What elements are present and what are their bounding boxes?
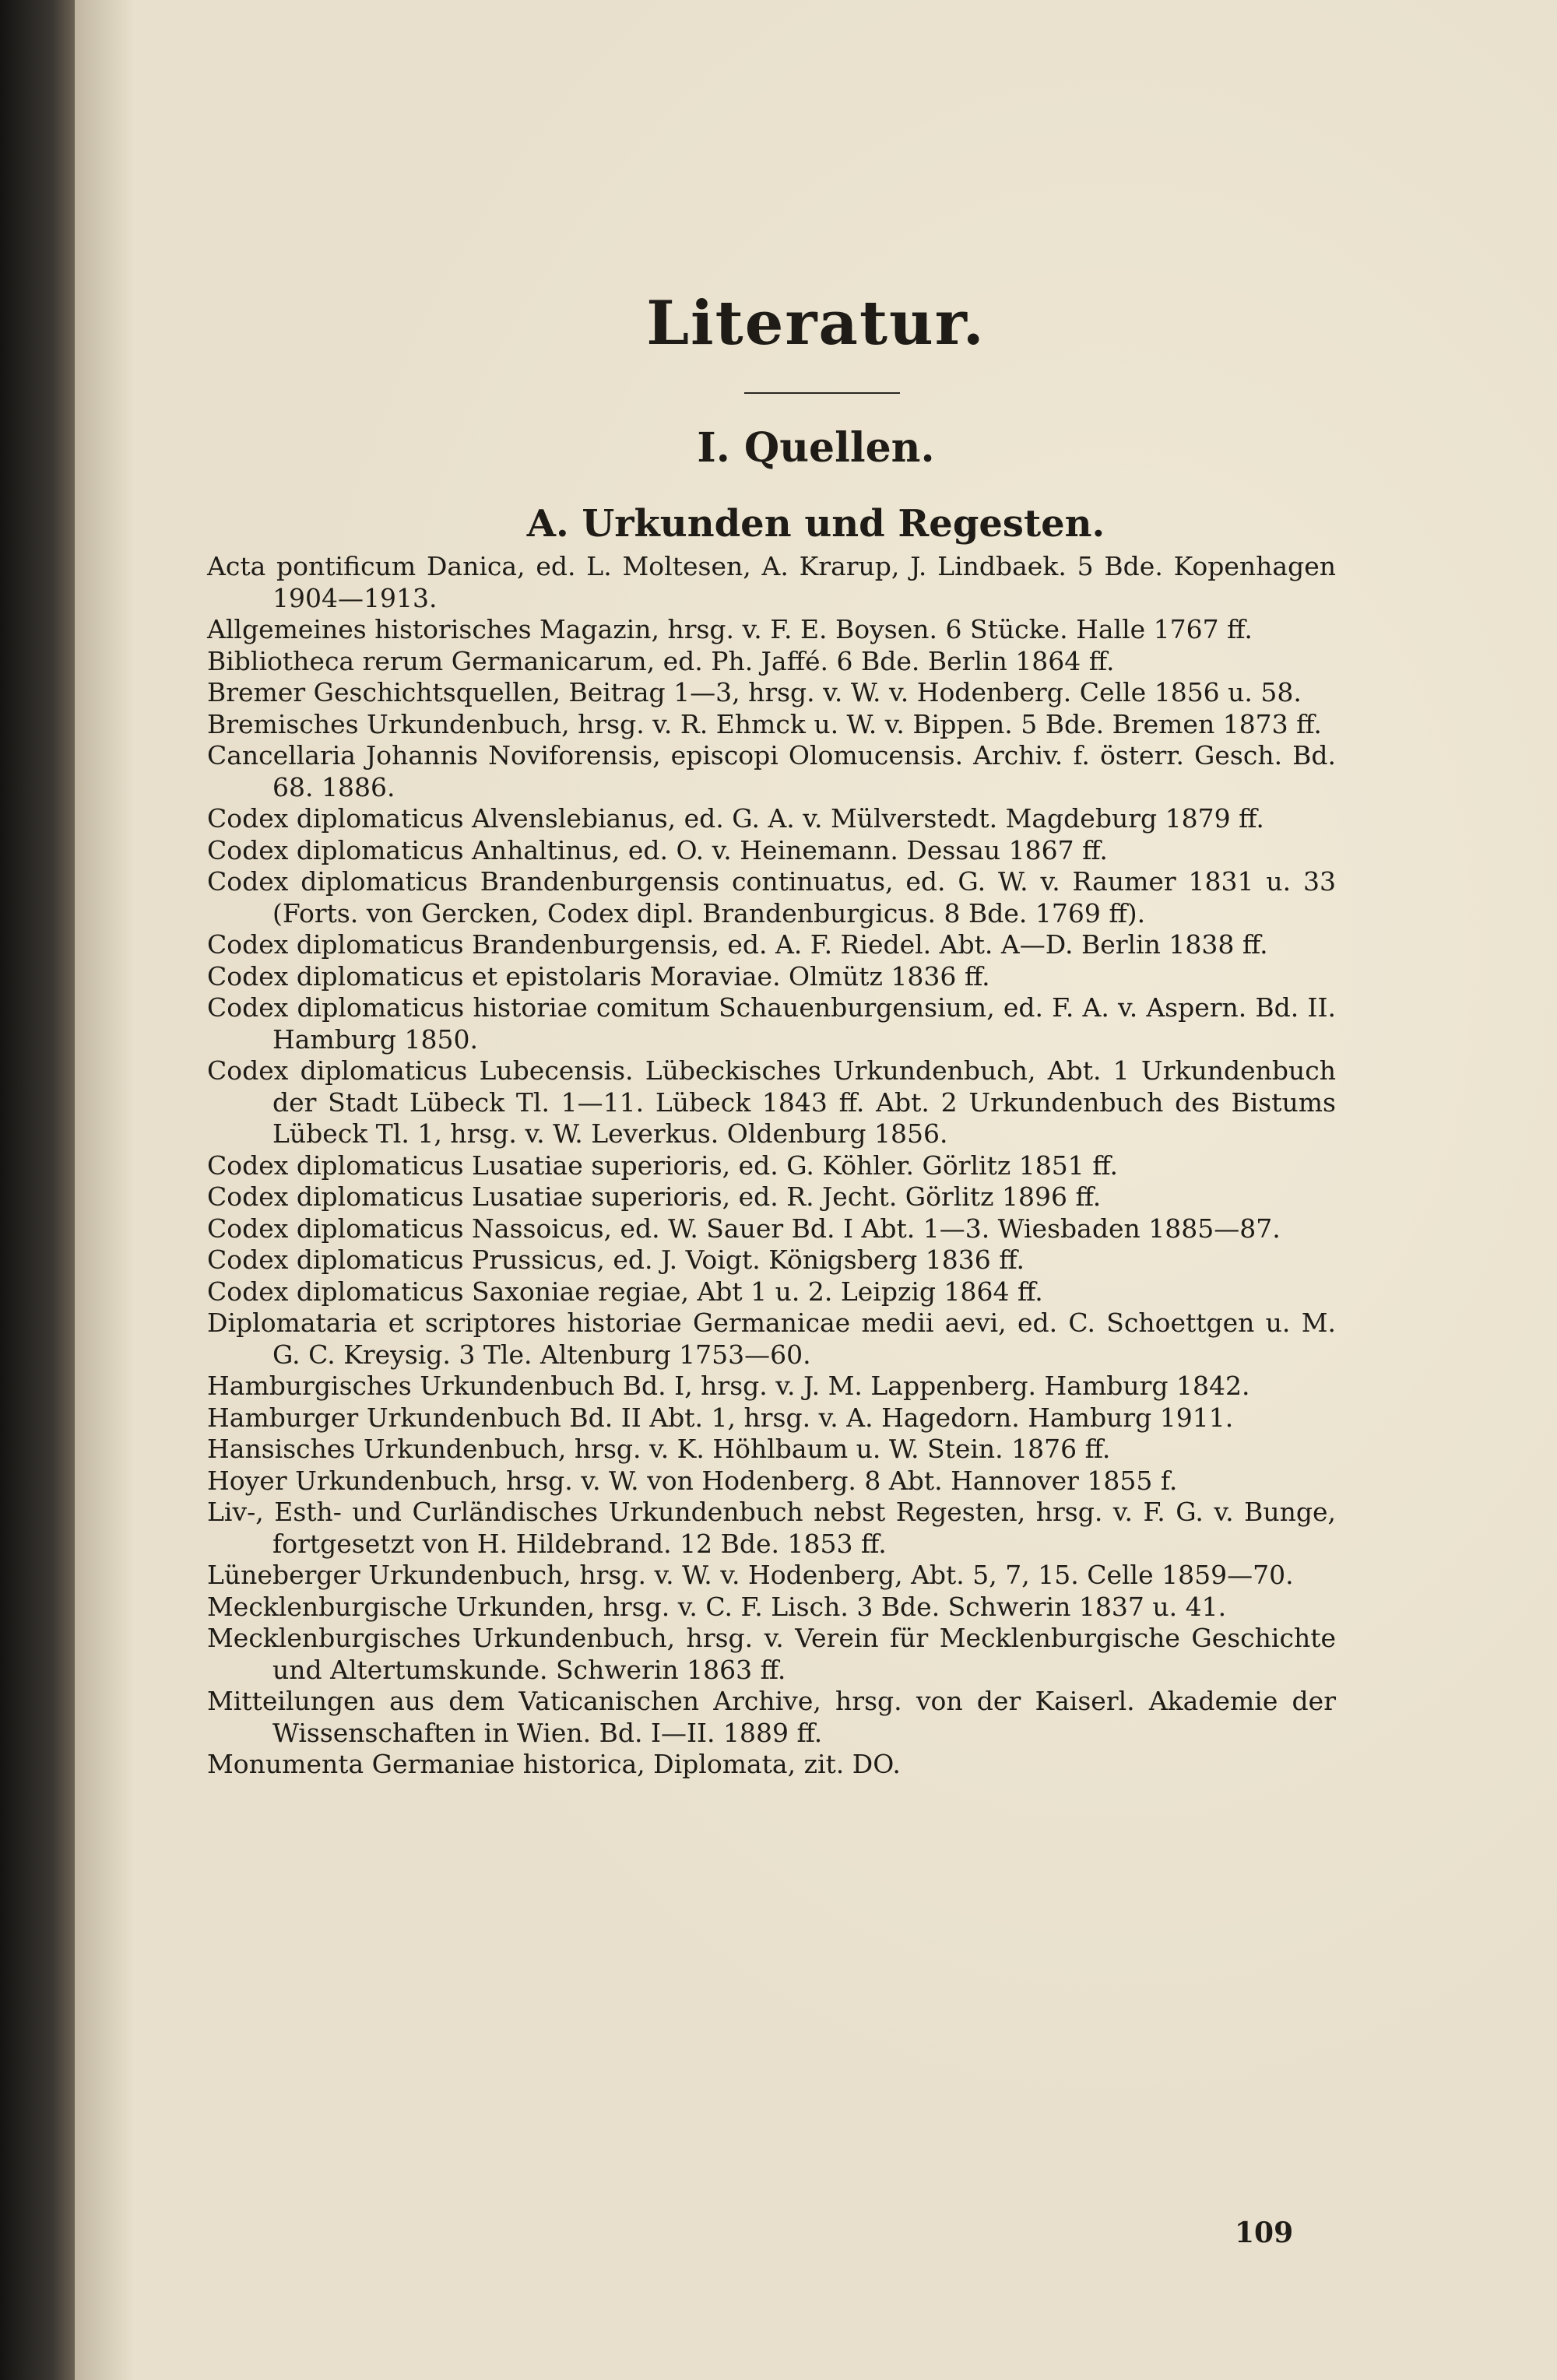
- bibliography-entry: Codex diplomaticus Lubecensis. Lübeckisches Urkundenbuch, Abt. 1 Urkundenbuch der Stadt Lübeck Tl. 1—11. Lübeck 1843 ff. Abt. 2 Urkundenbuch des Bistums Lübeck Tl. 1, hrsg. v. W. Leverkus. Oldenburg 1856.: [207, 1055, 1336, 1149]
- bibliography-entry: Bremer Geschichtsquellen, Beitrag 1—3, hrsg. v. W. v. Hodenberg. Celle 1856 u. 58.: [207, 677, 1302, 707]
- bibliography-entry: Diplomataria et scriptores historiae Germanicae medii aevi, ed. C. Schoettgen u. M. G. C. Kreysig. 3 Tle. Altenburg 1753—60.: [207, 1308, 1336, 1370]
- bibliography-entry: Bremisches Urkundenbuch, hrsg. v. R. Ehmck u. W. v. Bippen. 5 Bde. Bremen 1873 ff.: [207, 708, 1322, 739]
- bibliography-entry: Liv-, Esth- und Curländisches Urkundenbuch nebst Regesten, hrsg. v. F. G. v. Bunge, fortgesetzt von H. Hildebrand. 12 Bde. 1853 ff.: [207, 1497, 1336, 1559]
- bibliography-entry: Codex diplomaticus Anhaltinus, ed. O. v. Heinemann. Dessau 1867 ff.: [207, 834, 1108, 865]
- bibliography-entry: Codex diplomaticus Alvenslebianus, ed. G. A. v. Mülverstedt. Magdeburg 1879 ff.: [207, 803, 1264, 834]
- subsection-heading: A. Urkunden und Regesten.: [526, 502, 1105, 546]
- bibliography-entry: Mitteilungen aus dem Vaticanischen Archive, hrsg. von der Kaiserl. Akademie der Wissenschaften in Wien. Bd. I—II. 1889 ff.: [207, 1686, 1336, 1748]
- bibliography-entry: Hoyer Urkundenbuch, hrsg. v. W. von Hodenberg. 8 Abt. Hannover 1855 f.: [207, 1465, 1178, 1496]
- bibliography-entry: Hamburgisches Urkundenbuch Bd. I, hrsg. v. J. M. Lappenberg. Hamburg 1842.: [207, 1371, 1250, 1401]
- section-heading: I. Quellen.: [697, 424, 935, 472]
- book-spine: [0, 0, 75, 2380]
- title-divider: [744, 392, 900, 394]
- bibliography-entry: Mecklenburgische Urkunden, hrsg. v. C. F. Lisch. 3 Bde. Schwerin 1837 u. 41.: [207, 1591, 1227, 1622]
- bibliography-entry: Acta pontificum Danica, ed. L. Moltesen, A. Krarup, J. Lindbaek. 5 Bde. Kopenhagen 1904—1913.: [207, 551, 1336, 613]
- bibliography-entry: Codex diplomaticus Brandenburgensis continuatus, ed. G. W. v. Raumer 1831 u. 33 (Forts. von Gercken, Codex dipl. Brandenburgicus. 8 Bde. 1769 ff).: [207, 866, 1336, 928]
- bibliography-entry: Cancellaria Johannis Noviforensis, episcopi Olomucensis. Archiv. f. österr. Gesch. Bd. 68. 1886.: [207, 740, 1336, 802]
- bibliography-entry: Codex diplomaticus et epistolaris Moraviae. Olmütz 1836 ff.: [207, 960, 990, 992]
- bibliography-list: [207, 551, 1336, 1781]
- bibliography-entry: Hansisches Urkundenbuch, hrsg. v. K. Höhlbaum u. W. Stein. 1876 ff.: [207, 1434, 1111, 1464]
- bibliography-entry: Codex diplomaticus Brandenburgensis, ed. A. F. Riedel. Abt. A—D. Berlin 1838 ff.: [207, 929, 1268, 960]
- bibliography-entry: Codex diplomaticus Nassoicus, ed. W. Sauer Bd. I Abt. 1—3. Wiesbaden 1885—87.: [207, 1213, 1281, 1244]
- bibliography-entry: Codex diplomaticus Saxoniae regiae, Abt 1 u. 2. Leipzig 1864 ff.: [207, 1276, 1043, 1307]
- bibliography-entry: Codex diplomaticus Prussicus, ed. J. Voigt. Königsberg 1836 ff.: [207, 1244, 1025, 1275]
- bibliography-entry: Codex diplomaticus historiae comitum Schauenburgensium, ed. F. A. v. Aspern. Bd. II. Hamburg 1850.: [207, 992, 1336, 1055]
- bibliography-entry: Monumenta Germaniae historica, Diplomata, zit. DO.: [207, 1749, 901, 1779]
- bibliography-entry: Bibliotheca rerum Germanicarum, ed. Ph. Jaffé. 6 Bde. Berlin 1864 ff.: [207, 645, 1115, 676]
- book-page: [75, 0, 1557, 2380]
- page-number: 109: [1235, 2217, 1294, 2249]
- page-title: Literatur.: [646, 288, 986, 359]
- bibliography-entry: Hamburger Urkundenbuch Bd. II Abt. 1, hrsg. v. A. Hagedorn. Hamburg 1911.: [207, 1402, 1234, 1433]
- bibliography-entry: Mecklenburgisches Urkundenbuch, hrsg. v. Verein für Mecklenburgische Geschichte und Altertumskunde. Schwerin 1863 ff.: [207, 1623, 1336, 1685]
- bibliography-entry: Allgemeines historisches Magazin, hrsg. v. F. E. Boysen. 6 Stücke. Halle 1767 ff.: [207, 614, 1253, 644]
- bibliography-entry: Lüneberger Urkundenbuch, hrsg. v. W. v. Hodenberg, Abt. 5, 7, 15. Celle 1859—70.: [207, 1560, 1294, 1590]
- bibliography-entry: Codex diplomaticus Lusatiae superioris, ed. R. Jecht. Görlitz 1896 ff.: [207, 1181, 1102, 1212]
- bibliography-entry: Codex diplomaticus Lusatiae superioris, ed. G. Köhler. Görlitz 1851 ff.: [207, 1150, 1118, 1181]
